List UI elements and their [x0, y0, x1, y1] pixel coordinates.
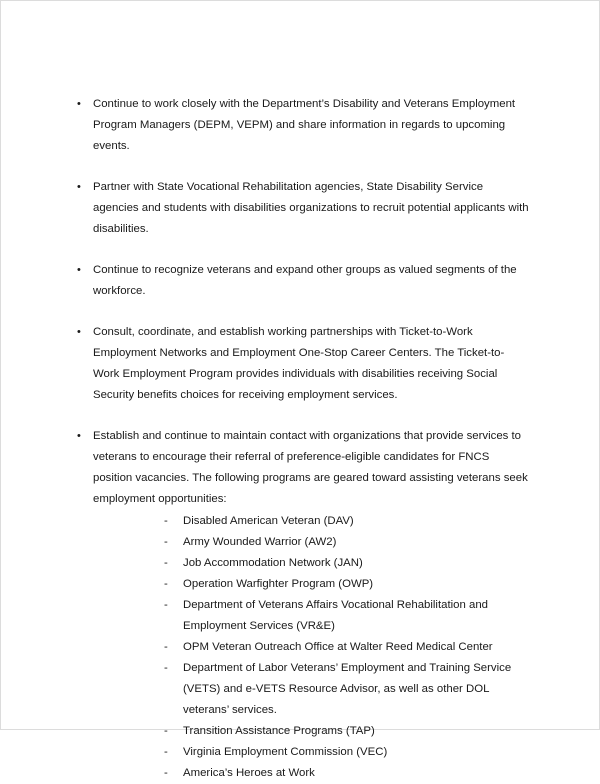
bullet-text: Partner with State Vocational Rehabilitation agencies, State Disability Service agencies and students with disabilities organizations to recruit potential applicants with disabilities.	[93, 181, 529, 235]
program-list-item	[164, 721, 529, 742]
program-sublist	[93, 511, 529, 784]
bullet-marker-icon: •	[77, 326, 81, 338]
program-label: Job Accommodation Network (JAN)	[183, 557, 363, 569]
program-list-item	[164, 532, 529, 553]
document-body	[77, 94, 529, 784]
bullet-marker-icon: •	[77, 181, 81, 193]
dash-marker-icon: -	[164, 599, 168, 611]
program-list-item	[164, 595, 529, 637]
bullet-item	[77, 322, 529, 406]
bullet-item	[77, 94, 529, 157]
bullet-marker-icon: •	[77, 98, 81, 110]
bullet-list	[77, 94, 529, 784]
bullet-text: Continue to work closely with the Department’s Disability and Veterans Employment Program Managers (DEPM, VEPM) and share information in regards to upcoming events.	[93, 98, 516, 152]
program-label: Department of Veterans Affairs Vocational Rehabilitation and Employment Services (VR&E)	[183, 599, 488, 632]
dash-marker-icon: -	[164, 515, 168, 527]
bullet-item	[77, 177, 529, 240]
program-list-item	[164, 574, 529, 595]
program-list-item	[164, 658, 529, 721]
dash-marker-icon: -	[164, 662, 168, 674]
bullet-text: Continue to recognize veterans and expand other groups as valued segments of the workforce.	[93, 264, 517, 297]
program-label: Army Wounded Warrior (AW2)	[183, 536, 337, 548]
program-list-item	[164, 637, 529, 658]
bullet-item	[77, 260, 529, 302]
program-label: Department of Labor Veterans’ Employment and Training Service (VETS) and e-VETS Resource Advisor, as well as other DOL veterans’ services.	[183, 662, 512, 716]
dash-marker-icon: -	[164, 725, 168, 737]
program-label: OPM Veteran Outreach Office at Walter Reed Medical Center	[183, 641, 493, 653]
program-list-item	[164, 763, 529, 784]
bullet-marker-icon: •	[77, 430, 81, 442]
bullet-text: Establish and continue to maintain contact with organizations that provide services to veterans to encourage their referral of preference-eligible candidates for FNCS position vacancies. The following programs are geared toward assisting veterans seek employment opportunities:	[93, 430, 528, 505]
dash-marker-icon: -	[164, 578, 168, 590]
program-label: Virginia Employment Commission (VEC)	[183, 746, 388, 758]
program-list-item	[164, 742, 529, 763]
program-label: Disabled American Veteran (DAV)	[183, 515, 354, 527]
program-label: Operation Warfighter Program (OWP)	[183, 578, 374, 590]
bullet-marker-icon: •	[77, 264, 81, 276]
dash-marker-icon: -	[164, 641, 168, 653]
program-list-item	[164, 511, 529, 532]
program-label: America’s Heroes at Work	[183, 767, 315, 779]
program-label: Transition Assistance Programs (TAP)	[183, 725, 375, 737]
dash-marker-icon: -	[164, 746, 168, 758]
bullet-item-with-sublist	[77, 426, 529, 784]
bullet-text: Consult, coordinate, and establish working partnerships with Ticket-to-Work Employment Networks and Employment One-Stop Career Centers. The Ticket-to-Work Employment Program provides individuals with disabilities receiving Social Security benefits choices for receiving employment services.	[93, 326, 505, 401]
dash-marker-icon: -	[164, 767, 168, 779]
dash-marker-icon: -	[164, 536, 168, 548]
dash-marker-icon: -	[164, 557, 168, 569]
program-list-item	[164, 553, 529, 574]
